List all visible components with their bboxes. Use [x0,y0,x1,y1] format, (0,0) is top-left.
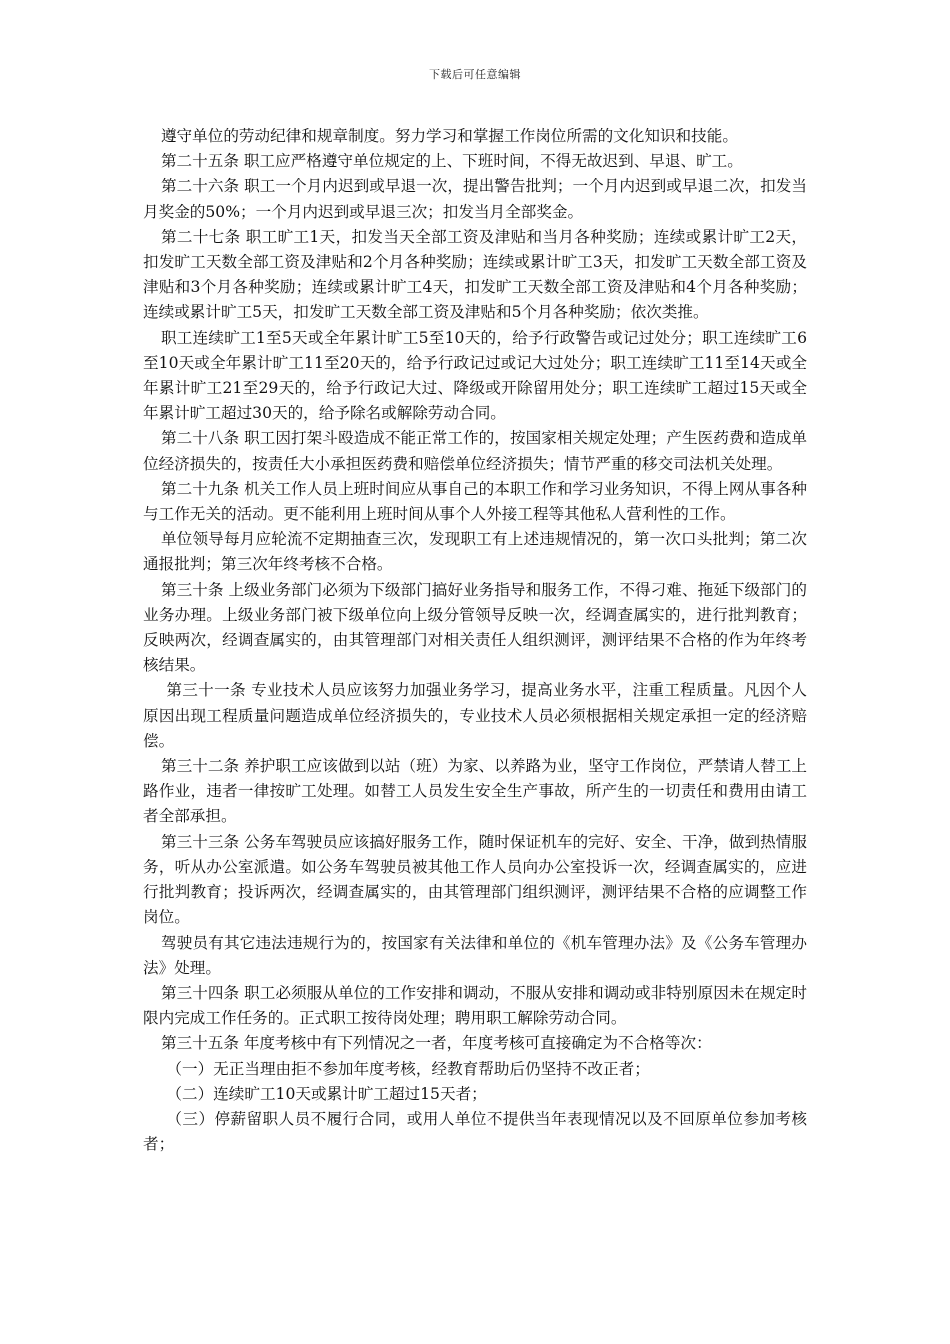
paragraph: 第三十三条 公务车驾驶员应该搞好服务工作，随时保证机车的完好、安全、干净，做到热情服务，听从办公室派遣。如公务车驾驶员被其他工作人员向办公室投诉一次，经调查属实的，应进行批判教育；投诉两次，经调查属实的，由其管理部门组织测评，测评结果不合格的应调整工作岗位。 [143,832,807,927]
paragraph: 第三十条 上级业务部门必须为下级部门搞好业务指导和服务工作，不得刁难、拖延下级部门的业务办理。上级业务部门被下级单位向上级分管领导反映一次，经调查属实的，进行批判教育；反映两次，经调查属实的，由其管理部门对相关责任人组织测评，测评结果不合格的作为年终考核结果。 [143,580,807,675]
list-item: （一）无正当理由拒不参加年度考核，经教育帮助后仍坚持不改正者； [166,1059,650,1078]
paragraph: 第三十一条 专业技术人员应该努力加强业务学习，提高业务水平，注重工程质量。凡因个人原因出现工程质量问题造成单位经济损失的，专业技术人员必须根据相关规定承担一定的经济赔偿。 [143,681,807,750]
paragraph: 职工连续旷工1至5天或全年累计旷工5至10天的，给予行政警告或记过处分；职工连续旷工6至10天或全年累计旷工11至20天的，给予行政记过或记大过处分；职工连续旷工11至14天或全年累计旷工21至29天的，给予行政记大过、降级或开除留用处分；职工连续旷工超过15天或全年累计旷工超过30天的，给予除名或解除劳动合同。 [143,328,807,423]
paragraph: 第二十五条 职工应严格遵守单位规定的上、下班时间，不得无故迟到、早退、旷工。 [160,152,743,171]
page-header: 下载后可任意编辑 [429,68,521,81]
list-item: （三）停薪留职人员不履行合同，或用人单位不提供当年表现情况以及不回原单位参加考核者； [143,1109,807,1154]
paragraph: 第二十八条 职工因打架斗殴造成不能正常工作的，按国家相关规定处理；产生医药费和造成单位经济损失的，按责任大小承担医药费和赔偿单位经济损失；情节严重的移交司法机关处理。 [143,429,807,473]
paragraph: 第三十二条 养护职工应该做到以站（班）为家、以养路为业，坚守工作岗位，严禁请人替工上路作业，违者一律按旷工处理。如替工人员发生安全生产事故，所产生的一切责任和费用由请工者全部承担。 [143,757,807,826]
list-item: （二）连续旷工10天或累计旷工超过15天者； [166,1084,487,1103]
paragraph: 第三十四条 职工必须服从单位的工作安排和调动，不服从安排和调动或非特别原因未在规定时限内完成工作任务的。正式职工按待岗处理；聘用职工解除劳动合同。 [143,983,807,1028]
paragraph: 遵守单位的劳动纪律和规章制度。努力学习和掌握工作岗位所需的文化知识和技能。 [160,127,738,145]
document-body [143,124,807,1157]
paragraph: 第二十七条 职工旷工1天，扣发当天全部工资及津贴和当月各种奖励；连续或累计旷工2天，扣发旷工天数全部工资及津贴和2个月各种奖励；连续或累计旷工3天，扣发旷工天数全部工资及津贴和3个月各种奖励；连续或累计旷工4天，扣发旷工天数全部工资及津贴和4个月各种奖励；连续或累计旷工5天，扣发旷工天数全部工资及津贴和5个月各种奖励；依次类推。 [143,227,807,322]
paragraph: 第三十五条 年度考核中有下列情况之一者，年度考核可直接确定为不合格等次： [160,1034,712,1053]
paragraph: 单位领导每月应轮流不定期抽查三次，发现职工有上述违规情况的，第一次口头批判；第二次通报批判；第三次年终考核不合格。 [143,530,807,574]
paragraph: 第二十九条 机关工作人员上班时间应从事自己的本职工作和学习业务知识，不得上网从事各种与工作无关的活动。更不能利用上班时间从事个人外接工程等其他私人营利性的工作。 [143,479,807,524]
paragraph: 第二十六条 职工一个月内迟到或早退一次，提出警告批判；一个月内迟到或早退二次，扣发当月奖金的50%；一个月内迟到或早退三次；扣发当月全部奖金。 [143,177,807,221]
paragraph: 驾驶员有其它违法违规行为的，按国家有关法律和单位的《机车管理办法》及《公务车管理办法》处理。 [143,933,807,977]
